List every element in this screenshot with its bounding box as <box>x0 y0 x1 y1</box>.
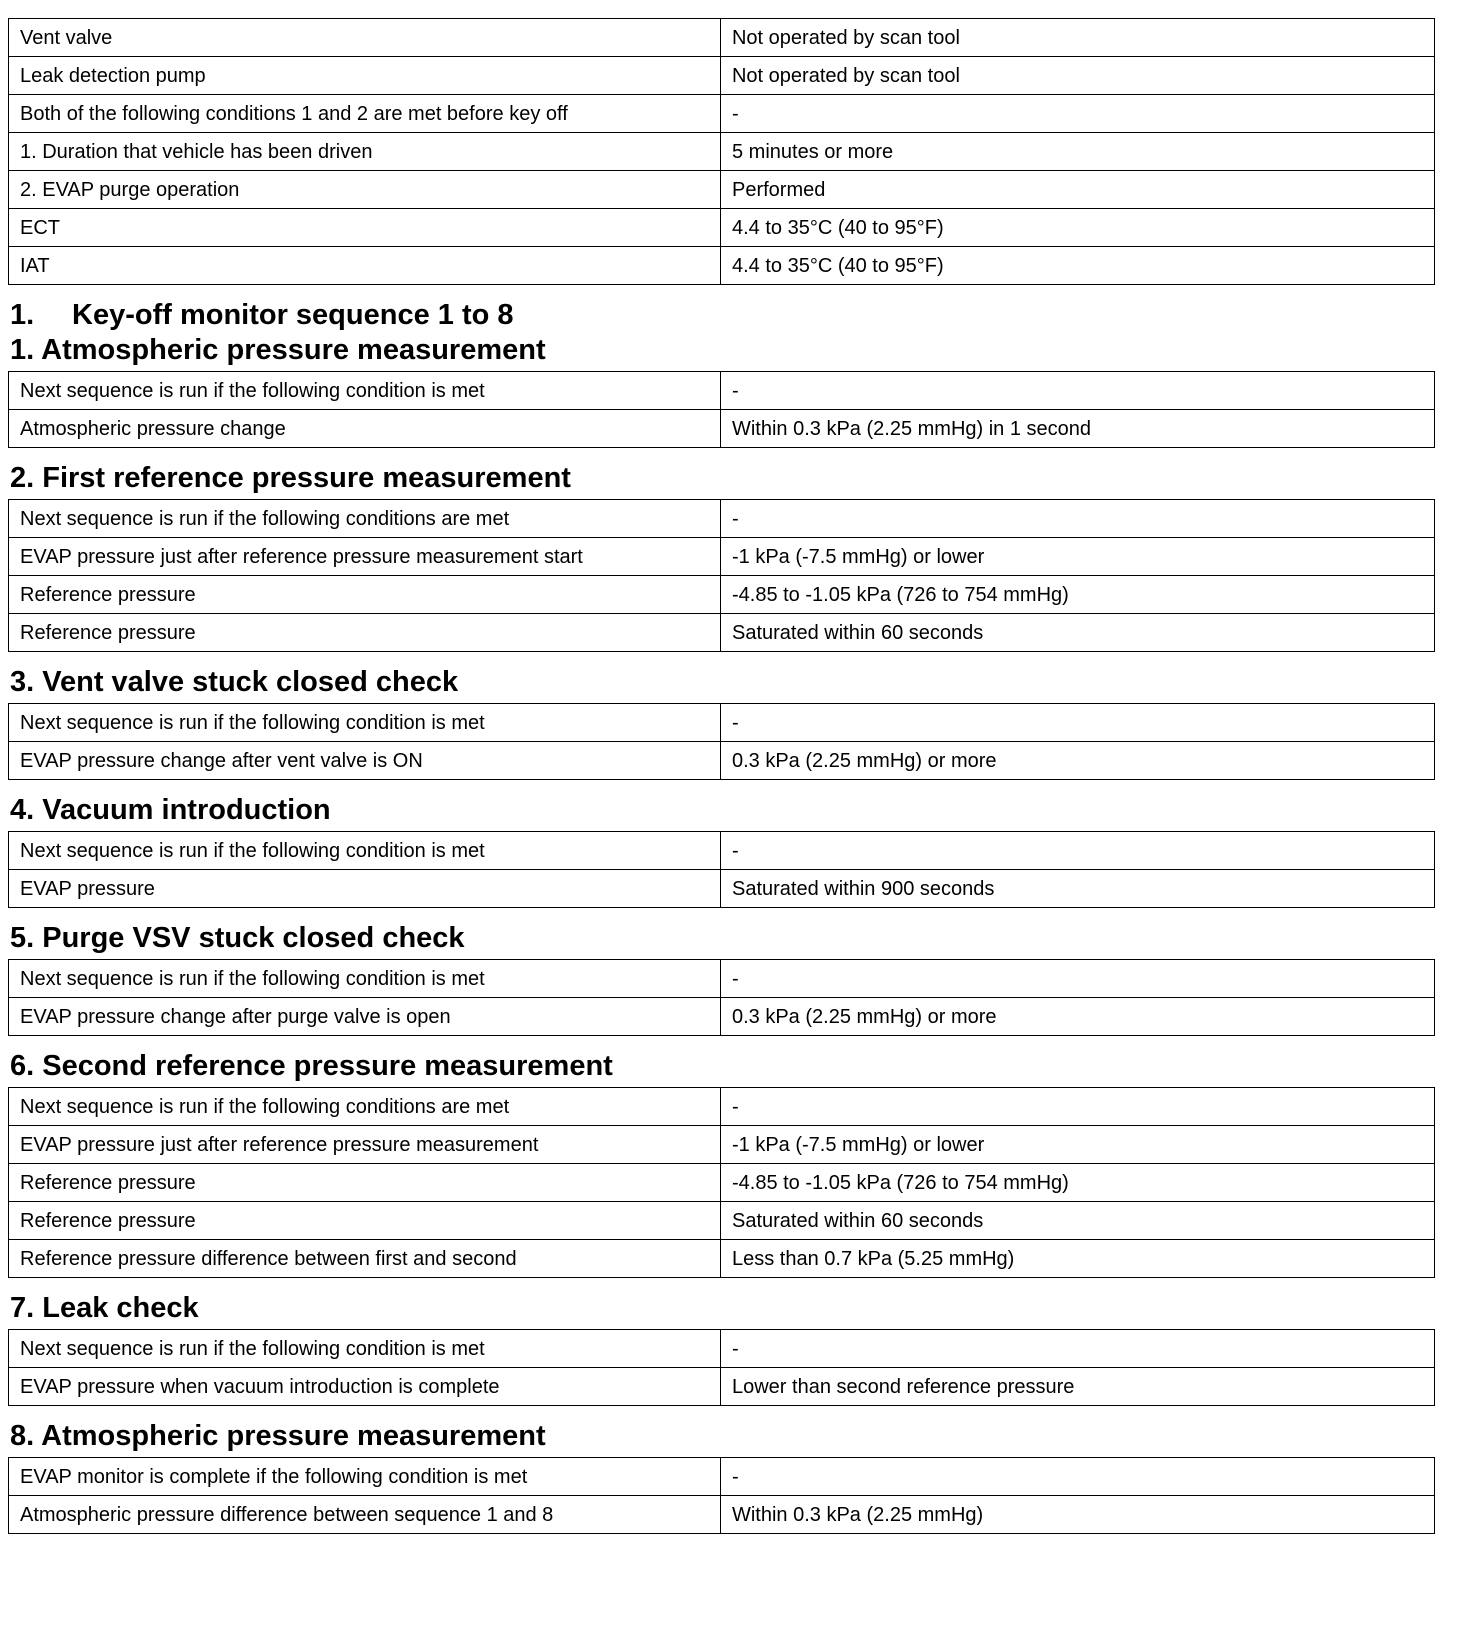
table-row <box>9 500 1435 538</box>
value-cell: Saturated within 60 seconds <box>720 1202 1434 1240</box>
table-row <box>9 133 1435 171</box>
value-cell: -4.85 to -1.05 kPa (726 to 754 mmHg) <box>720 1164 1434 1202</box>
table-row <box>9 742 1435 780</box>
table-row <box>9 1240 1435 1278</box>
condition-cell: Reference pressure <box>9 614 721 652</box>
value-cell: - <box>720 1330 1434 1368</box>
condition-cell: Next sequence is run if the following condition is met <box>9 704 721 742</box>
value-cell: 0.3 kPa (2.25 mmHg) or more <box>720 998 1434 1036</box>
condition-cell: Next sequence is run if the following condition is met <box>9 1330 721 1368</box>
main-heading-text: Key-off monitor sequence 1 to 8 <box>72 299 514 331</box>
table-row <box>9 1126 1435 1164</box>
condition-cell: Reference pressure <box>9 1164 721 1202</box>
section-heading: 1. Atmospheric pressure measurement <box>10 334 546 366</box>
section-table <box>8 831 1435 908</box>
condition-cell: Next sequence is run if the following conditions are met <box>9 500 721 538</box>
value-cell: - <box>720 1088 1434 1126</box>
table-row <box>9 1458 1435 1496</box>
condition-cell: Atmospheric pressure change <box>9 410 721 448</box>
condition-cell: EVAP pressure <box>9 870 721 908</box>
value-cell: Performed <box>720 171 1434 209</box>
value-cell: - <box>720 1458 1434 1496</box>
table-row <box>9 576 1435 614</box>
value-cell: Not operated by scan tool <box>720 19 1434 57</box>
value-cell: - <box>720 832 1434 870</box>
section-heading: 6. Second reference pressure measurement <box>10 1050 613 1082</box>
value-cell: - <box>720 372 1434 410</box>
section-heading: 3. Vent valve stuck closed check <box>10 666 459 698</box>
section-table <box>8 1087 1435 1278</box>
table-row <box>9 1202 1435 1240</box>
table-row <box>9 704 1435 742</box>
section-gap <box>8 448 1436 461</box>
value-cell: Less than 0.7 kPa (5.25 mmHg) <box>720 1240 1434 1278</box>
condition-cell: Reference pressure <box>9 1202 721 1240</box>
sequence-sections <box>8 333 1436 1534</box>
value-cell: Saturated within 900 seconds <box>720 870 1434 908</box>
intro-conditions-table <box>8 18 1435 285</box>
table-row <box>9 209 1435 247</box>
section-heading: 8. Atmospheric pressure measurement <box>10 1420 546 1452</box>
condition-cell: EVAP pressure change after vent valve is ON <box>9 742 721 780</box>
condition-cell: Vent valve <box>9 19 721 57</box>
table-row <box>9 960 1435 998</box>
value-cell: 4.4 to 35°C (40 to 95°F) <box>720 247 1434 285</box>
value-cell: -1 kPa (-7.5 mmHg) or lower <box>720 1126 1434 1164</box>
section-gap <box>8 780 1436 793</box>
table-row <box>9 870 1435 908</box>
table-row <box>9 95 1435 133</box>
section-gap <box>8 1278 1436 1291</box>
condition-cell: Next sequence is run if the following condition is met <box>9 832 721 870</box>
condition-cell: Next sequence is run if the following conditions are met <box>9 1088 721 1126</box>
section-heading: 4. Vacuum introduction <box>10 794 331 826</box>
table-row <box>9 57 1435 95</box>
table-row <box>9 998 1435 1036</box>
condition-cell: 2. EVAP purge operation <box>9 171 721 209</box>
section-gap <box>8 908 1436 921</box>
value-cell: Saturated within 60 seconds <box>720 614 1434 652</box>
condition-cell: EVAP pressure change after purge valve is open <box>9 998 721 1036</box>
section-table <box>8 1457 1435 1534</box>
condition-cell: Atmospheric pressure difference between sequence 1 and 8 <box>9 1496 721 1534</box>
value-cell: - <box>720 960 1434 998</box>
value-cell: 4.4 to 35°C (40 to 95°F) <box>720 209 1434 247</box>
section-gap <box>8 1036 1436 1049</box>
value-cell: Within 0.3 kPa (2.25 mmHg) in 1 second <box>720 410 1434 448</box>
section-heading: 2. First reference pressure measurement <box>10 462 571 494</box>
main-heading-number: 1. <box>10 299 35 331</box>
main-heading <box>10 297 1436 333</box>
section-gap <box>8 652 1436 665</box>
value-cell: Within 0.3 kPa (2.25 mmHg) <box>720 1496 1434 1534</box>
section-heading: 7. Leak check <box>10 1292 199 1324</box>
value-cell: - <box>720 95 1434 133</box>
condition-cell: Next sequence is run if the following condition is met <box>9 960 721 998</box>
condition-cell: EVAP pressure when vacuum introduction is complete <box>9 1368 721 1406</box>
table-row <box>9 372 1435 410</box>
condition-cell: Reference pressure difference between first and second <box>9 1240 721 1278</box>
condition-cell: EVAP monitor is complete if the following condition is met <box>9 1458 721 1496</box>
condition-cell: Reference pressure <box>9 576 721 614</box>
value-cell: -4.85 to -1.05 kPa (726 to 754 mmHg) <box>720 576 1434 614</box>
table-row <box>9 171 1435 209</box>
table-row <box>9 614 1435 652</box>
condition-cell: 1. Duration that vehicle has been driven <box>9 133 721 171</box>
table-row <box>9 19 1435 57</box>
section-gap <box>8 1406 1436 1419</box>
condition-cell: Next sequence is run if the following condition is met <box>9 372 721 410</box>
table-row <box>9 1496 1435 1534</box>
value-cell: - <box>720 704 1434 742</box>
section-heading: 5. Purge VSV stuck closed check <box>10 922 465 954</box>
section-table <box>8 371 1435 448</box>
value-cell: - <box>720 500 1434 538</box>
value-cell: 5 minutes or more <box>720 133 1434 171</box>
table-row <box>9 1164 1435 1202</box>
section-table <box>8 1329 1435 1406</box>
table-row <box>9 1088 1435 1126</box>
document-page <box>8 18 1436 1534</box>
condition-cell: EVAP pressure just after reference pressure measurement start <box>9 538 721 576</box>
condition-cell: Both of the following conditions 1 and 2 are met before key off <box>9 95 721 133</box>
section-table <box>8 499 1435 652</box>
section-table <box>8 703 1435 780</box>
table-row <box>9 1330 1435 1368</box>
condition-cell: Leak detection pump <box>9 57 721 95</box>
value-cell: Lower than second reference pressure <box>720 1368 1434 1406</box>
table-row <box>9 538 1435 576</box>
table-row <box>9 832 1435 870</box>
value-cell: Not operated by scan tool <box>720 57 1434 95</box>
condition-cell: IAT <box>9 247 721 285</box>
table-row <box>9 247 1435 285</box>
table-row <box>9 410 1435 448</box>
value-cell: 0.3 kPa (2.25 mmHg) or more <box>720 742 1434 780</box>
value-cell: -1 kPa (-7.5 mmHg) or lower <box>720 538 1434 576</box>
table-row <box>9 1368 1435 1406</box>
condition-cell: EVAP pressure just after reference pressure measurement <box>9 1126 721 1164</box>
condition-cell: ECT <box>9 209 721 247</box>
section-table <box>8 959 1435 1036</box>
